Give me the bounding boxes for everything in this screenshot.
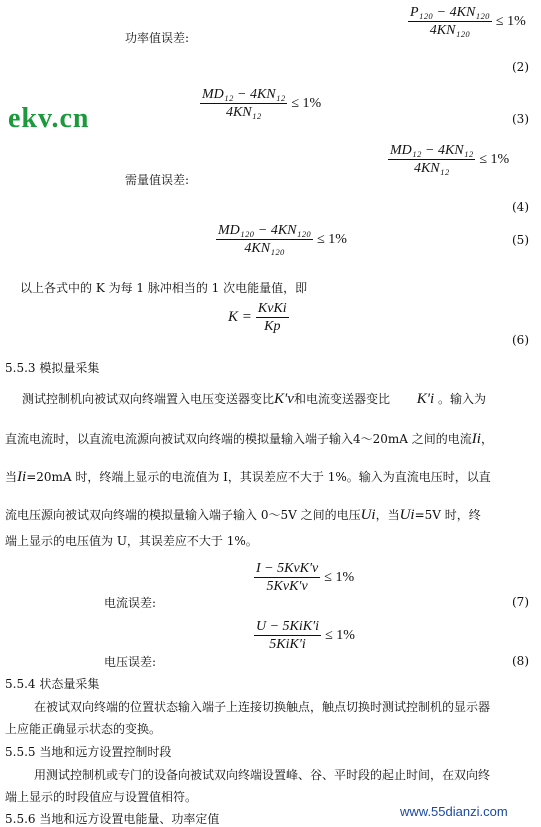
- symbol-kv: K′v: [274, 391, 294, 407]
- symbol-ki: K′i: [416, 391, 435, 407]
- eq-relation: ≤ 1%: [324, 569, 355, 585]
- eq-denominator: 4KN₁₂₀: [244, 241, 285, 256]
- eq-relation: ≤ 1%: [291, 95, 322, 111]
- equation-number: (2): [512, 60, 529, 74]
- eq-denominator: 5KiK′i: [269, 637, 306, 652]
- eq-numerator: MD₁₂₀ − 4KN₁₂₀: [218, 223, 312, 238]
- paragraph-553-line5: 端上显示的电压值为 U，其误差应不大于 1%。: [5, 534, 258, 548]
- symbol-Ui: Ui: [360, 507, 376, 523]
- k-definition-text: 以上各式中的 K 为每 1 脉冲相当的 1 次电能量值，即: [20, 281, 308, 295]
- voltage-error-label: 电压误差:: [104, 655, 157, 669]
- equation-voltage-error: [254, 618, 355, 653]
- symbol-Ii: Ii: [471, 431, 481, 447]
- paragraph-554-line1: 在被试双向终端的位置状态输入端子上连接切换触点，触点切换时测试控制机的显示器: [34, 700, 491, 714]
- section-heading-555: 5.5.5 当地和远方设置控制时段: [5, 745, 172, 759]
- eq-relation: ≤ 1%: [317, 231, 347, 247]
- eq-denominator: Kp: [264, 319, 281, 334]
- power-error-label: 功率值误差:: [125, 31, 190, 45]
- equation-number: (6): [512, 333, 529, 347]
- equation-power-error: [408, 4, 526, 39]
- eq-numerator: P₁₂₀ − 4KN₁₂₀: [410, 5, 490, 20]
- paragraph-554-line2: 上应能正确显示状态的变换。: [5, 722, 162, 736]
- watermark-logo: ekv.cn: [8, 103, 90, 134]
- equation-number: (8): [512, 654, 529, 668]
- paragraph-553-line4: 流电压源向被试双向终端的模拟量输入端子输入 0～5V 之间的电压Ui，当Ui=5V 时，终: [5, 507, 481, 523]
- equation-k: [228, 300, 289, 335]
- eq-relation: ≤ 1%: [479, 151, 510, 167]
- paragraph-553-line3: 当Ii=20mA 时，终端上显示的电流值为 I，其误差应不大于 1%。输入为直流电压时，以直: [5, 469, 491, 485]
- current-error-label: 电流误差:: [104, 596, 157, 610]
- paragraph-553-line2: 直流电流时，以直流电流源向被试双向终端的模拟量输入端子输入4～20mA 之间的电流Ii，: [5, 431, 493, 447]
- eq-denominator: 4KN₁₂₀: [429, 23, 471, 38]
- equation-number: (3): [512, 112, 529, 126]
- section-heading-553: 5.5.3 模拟量采集: [5, 361, 100, 375]
- eq-numerator: MD₁₂ − 4KN₁₂: [202, 87, 286, 102]
- symbol-Ui: Ui: [399, 507, 415, 523]
- paragraph-553-line1: 测试控制机向被试双向终端置入电压变送器变比K′v和电流变送器变比 K′i 。输入为: [22, 391, 486, 407]
- eq-relation: ≤ 1%: [325, 627, 355, 643]
- eq-numerator: KvKi: [257, 301, 287, 316]
- equation-demand-120: [216, 222, 347, 257]
- symbol-Ii: Ii: [17, 469, 27, 485]
- demand-error-label: 需量值误差:: [125, 173, 190, 187]
- eq-denominator: 4KN₁₂: [413, 161, 450, 176]
- eq-numerator: I − 5KvK′v: [256, 561, 319, 576]
- eq-numerator: MD₁₂ − 4KN₁₂: [390, 143, 474, 158]
- eq-numerator: U − 5KiK′i: [256, 619, 320, 634]
- equation-number: (5): [512, 233, 529, 247]
- paragraph-555-line1: 用测试控制机或专门的设备向被试双向终端设置峰、谷、平时段的起止时间，在双向终: [34, 768, 491, 782]
- watermark-url: www.55dianzi.com: [400, 804, 508, 819]
- equation-number: (7): [512, 595, 529, 609]
- eq-denominator: 5KvK′v: [266, 579, 308, 594]
- equation-demand-12: [200, 86, 321, 121]
- equation-number: (4): [512, 200, 529, 214]
- section-heading-556: 5.5.6 当地和远方设置电能量、功率定值: [5, 812, 220, 826]
- eq-lhs: K =: [228, 309, 252, 325]
- equation-current-error: [254, 560, 354, 595]
- paragraph-555-line2: 端上显示的时段值应与设置值相符。: [5, 790, 198, 804]
- eq-relation: ≤ 1%: [495, 13, 526, 29]
- section-heading-554: 5.5.4 状态量采集: [5, 677, 100, 691]
- eq-denominator: 4KN₁₂: [225, 105, 262, 120]
- equation-demand-error: [388, 142, 509, 177]
